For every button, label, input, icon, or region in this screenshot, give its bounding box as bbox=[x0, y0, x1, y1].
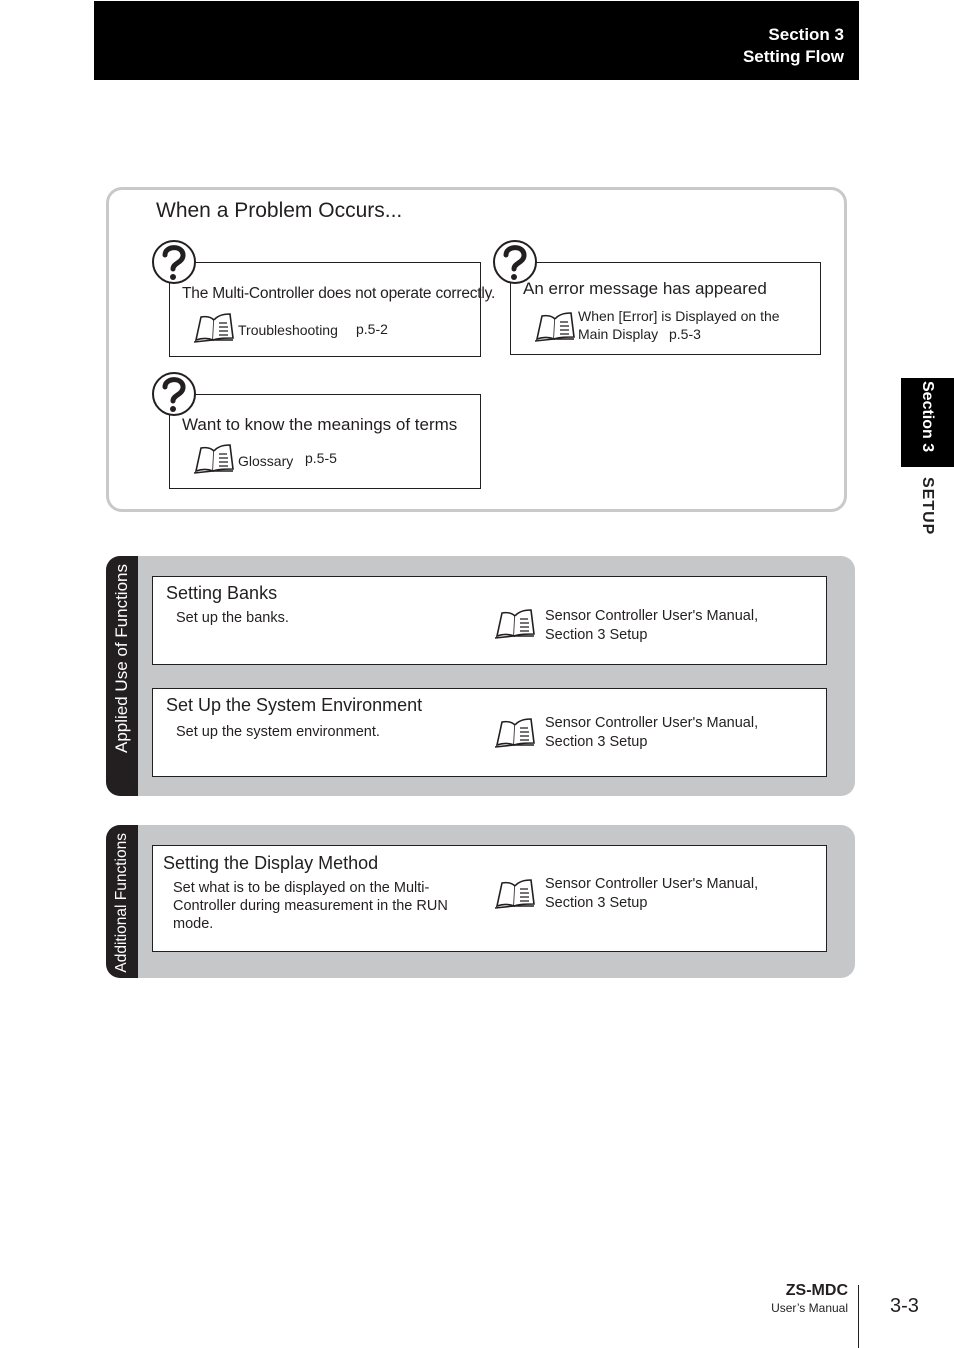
question-mark-icon bbox=[151, 239, 197, 285]
item-desc: Controller during measurement in the RUN bbox=[173, 898, 448, 914]
item-desc: Set up the banks. bbox=[176, 610, 289, 626]
additional-label: Additional Functions bbox=[113, 833, 130, 973]
item-ref: Section 3 Setup bbox=[545, 627, 648, 643]
header-section: Section 3 bbox=[768, 25, 844, 44]
item-ref: Section 3 Setup bbox=[545, 734, 648, 750]
question-mark-icon bbox=[151, 371, 197, 417]
problem-ref: Glossary bbox=[238, 453, 294, 469]
open-book-icon bbox=[534, 310, 576, 342]
footer-product: ZS-MDC bbox=[785, 1282, 848, 1299]
problem-question: Want to know the meanings of terms bbox=[182, 415, 458, 434]
item-desc: mode. bbox=[173, 916, 214, 932]
open-book-icon bbox=[193, 442, 235, 474]
item-ref: Sensor Controller User's Manual, bbox=[545, 876, 759, 892]
item-title: Set Up the System Environment bbox=[166, 695, 423, 715]
side-tab-section: Section 3 bbox=[919, 381, 936, 453]
applied-label: Applied Use of Functions bbox=[112, 564, 131, 753]
item-ref: Section 3 Setup bbox=[545, 895, 648, 911]
page-number: 3-3 bbox=[890, 1295, 919, 1317]
open-book-icon bbox=[494, 607, 536, 639]
problem-question: The Multi-Controller does not operate correctly. bbox=[182, 285, 496, 302]
problem-ref: Troubleshooting bbox=[238, 322, 338, 338]
item-title: Setting the Display Method bbox=[163, 853, 379, 873]
open-book-icon bbox=[494, 716, 536, 748]
item-desc: Set what is to be displayed on the Multi- bbox=[173, 880, 430, 896]
problem-question: An error message has appeared bbox=[523, 279, 767, 298]
problem-ref: When [Error] is Displayed on the bbox=[578, 308, 780, 324]
open-book-icon bbox=[193, 311, 235, 343]
footer-divider bbox=[858, 1285, 859, 1348]
item-title: Setting Banks bbox=[166, 583, 278, 603]
section-side-tab bbox=[901, 378, 954, 467]
header-title: Setting Flow bbox=[742, 47, 844, 66]
item-desc: Set up the system environment. bbox=[176, 724, 380, 740]
applied-label-bar bbox=[106, 556, 138, 796]
problem-ref-page: p.5-5 bbox=[305, 450, 337, 466]
problem-ref-page: p.5-2 bbox=[356, 321, 388, 337]
page-header bbox=[94, 1, 859, 80]
problem-title: When a Problem Occurs... bbox=[156, 199, 403, 222]
footer-manual: User’s Manual bbox=[771, 1301, 848, 1315]
item-ref: Sensor Controller User's Manual, bbox=[545, 715, 759, 731]
problem-ref: Main Display bbox=[578, 326, 659, 342]
problem-ref-page: p.5-3 bbox=[669, 326, 701, 342]
additional-label-bar bbox=[106, 825, 138, 978]
open-book-icon bbox=[494, 877, 536, 909]
item-ref: Sensor Controller User's Manual, bbox=[545, 608, 759, 624]
side-tab-name: SETUP bbox=[919, 477, 936, 536]
